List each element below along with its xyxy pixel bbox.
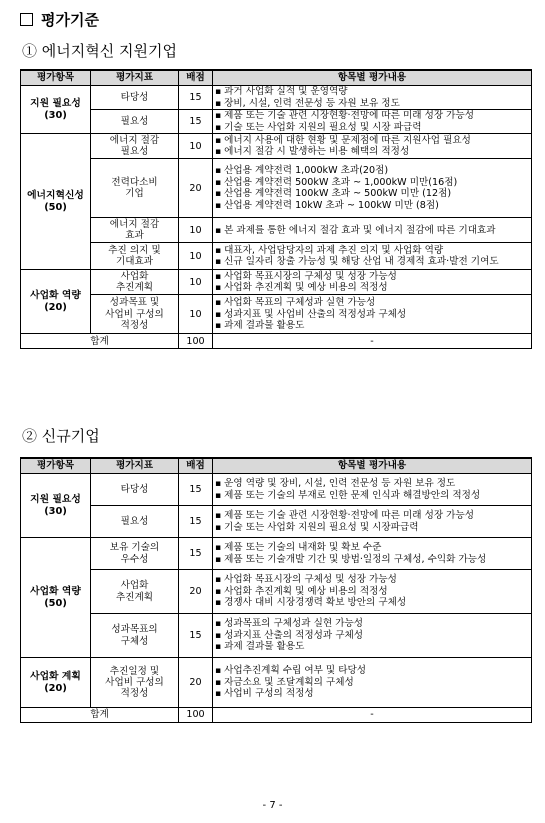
table-row [21, 243, 532, 270]
category-score: (50) [44, 201, 67, 213]
content-item: ▪ 본 과제를 통한 에너지 절감 효과 및 에너지 절감에 따른 기대효과 [215, 225, 529, 237]
category-score: (20) [44, 682, 67, 694]
content-cell [213, 110, 532, 134]
column-header: 배점 [179, 458, 213, 474]
content-item: ▪ 제품 또는 기술 관련 시장현황·전망에 따른 미래 성장 가능성 [215, 110, 529, 122]
indicator-cell: 성과목표의 구체성 [91, 614, 179, 658]
total-points: 100 [179, 334, 213, 349]
content-cell [213, 614, 532, 658]
total-note: - [213, 708, 532, 723]
header-row [21, 70, 532, 86]
content-item: ▪ 사업화 목표시장의 구체성 및 성장 가능성 [215, 574, 529, 586]
category-name: 에너지혁신성 [27, 190, 84, 202]
column-header: 평가지표 [91, 458, 179, 474]
column-header: 평가지표 [91, 70, 179, 86]
points-cell: 15 [179, 506, 213, 538]
content-item: ▪ 제품 또는 기술의 내재화 및 확보 수준 [215, 542, 529, 554]
indicator-cell: 필요성 [91, 110, 179, 134]
content-item: ▪ 신규 일자리 창출 가능성 및 해당 산업 내 경제적 효과·발전 기여도 [215, 256, 529, 268]
points-cell: 10 [179, 295, 213, 334]
column-header: 평가항목 [21, 70, 91, 86]
content-item: ▪ 기술 또는 사업화 지원의 필요성 및 시장파급력 [215, 522, 529, 534]
total-row [21, 708, 532, 723]
content-item: ▪ 사업추진계획 수립 여부 및 타당성 [215, 665, 529, 677]
table-row [21, 570, 532, 614]
category-cell [21, 538, 91, 658]
column-header: 항목별 평가내용 [213, 458, 532, 474]
content-item: ▪ 기술 또는 사업화 지원의 필요성 및 시장 파급력 [215, 122, 529, 134]
content-item: ▪ 사업화 목표의 구체성과 실현 가능성 [215, 297, 529, 309]
table-row [21, 218, 532, 243]
points-cell: 10 [179, 243, 213, 270]
points-cell: 20 [179, 658, 213, 708]
category-name: 지원 필요성 [30, 98, 81, 110]
content-cell [213, 86, 532, 110]
content-item: ▪ 사업비 구성의 적정성 [215, 688, 529, 700]
content-cell [213, 270, 532, 295]
content-item: ▪ 장비, 시설, 인력 전문성 등 자원 보유 정도 [215, 98, 529, 110]
content-item: ▪ 과거 사업화 실적 및 운영역량 [215, 86, 529, 98]
table-row [21, 295, 532, 334]
points-cell: 15 [179, 86, 213, 110]
total-label: 합계 [21, 334, 179, 349]
category-cell [21, 86, 91, 134]
content-item: ▪ 산업용 계약전력 500kW 초과 ~ 1,000kW 미만(16점) [215, 177, 529, 189]
points-cell: 15 [179, 474, 213, 506]
indicator-cell: 타당성 [91, 474, 179, 506]
checkbox-square-icon [20, 13, 33, 26]
indicator-cell: 성과목표 및 사업비 구성의 적정성 [91, 295, 179, 334]
points-cell: 10 [179, 270, 213, 295]
content-cell [213, 658, 532, 708]
indicator-cell: 보유 기술의 우수성 [91, 538, 179, 570]
category-cell [21, 658, 91, 708]
content-item: ▪ 사업화 목표시장의 구체성 및 성장 가능성 [215, 271, 529, 283]
content-item: ▪ 산업용 계약전력 100kW 초과 ~ 500kW 미만 (12점) [215, 188, 529, 200]
category-cell [21, 474, 91, 538]
content-cell [213, 218, 532, 243]
content-cell [213, 538, 532, 570]
category-score: (30) [44, 109, 67, 121]
total-points: 100 [179, 708, 213, 723]
category-score: (50) [44, 597, 67, 609]
content-item: ▪ 성과지표 및 사업비 산출의 적정성과 구체성 [215, 309, 529, 321]
content-item: ▪ 운영 역량 및 장비, 시설, 인력 전문성 등 자원 보유 정도 [215, 478, 529, 490]
points-cell: 10 [179, 218, 213, 243]
indicator-cell: 사업화 추진계획 [91, 270, 179, 295]
column-header: 항목별 평가내용 [213, 70, 532, 86]
table-row [21, 474, 532, 506]
section1-title: ① 에너지혁신 지원기업 [22, 42, 177, 60]
content-cell [213, 134, 532, 159]
content-item: ▪ 대표자, 사업담당자의 과제 추진 의지 및 사업화 역량 [215, 245, 529, 257]
content-item: ▪ 제품 또는 기술개발 기간 및 방법·일정의 구체성, 수익화 가능성 [215, 554, 529, 566]
content-item: ▪ 성과목표의 구체성과 실현 가능성 [215, 618, 529, 630]
points-cell: 20 [179, 570, 213, 614]
points-cell: 20 [179, 159, 213, 218]
content-item: ▪ 과제 결과물 활용도 [215, 320, 529, 332]
indicator-cell: 에너지 절감 효과 [91, 218, 179, 243]
content-item: ▪ 산업용 계약전력 10kW 초과 ~ 100kW 미만 (8점) [215, 200, 529, 212]
content-item: ▪ 에너지 사용에 대한 현황 및 문제점에 따른 지원사업 필요성 [215, 135, 529, 147]
indicator-cell: 전력다소비 기업 [91, 159, 179, 218]
category-name: 사업화 계획 [30, 670, 81, 682]
content-item: ▪ 과제 결과물 활용도 [215, 641, 529, 653]
page-heading: 평가기준 [20, 9, 99, 30]
content-cell [213, 474, 532, 506]
table-row [21, 86, 532, 110]
content-item: ▪ 성과지표 산출의 적정성과 구체성 [215, 630, 529, 642]
category-name: 사업화 역량 [30, 585, 81, 597]
points-cell: 15 [179, 538, 213, 570]
content-cell [213, 570, 532, 614]
content-cell [213, 506, 532, 538]
content-item: ▪ 경쟁사 대비 시장경쟁력 확보 방안의 구체성 [215, 597, 529, 609]
category-name: 지원 필요성 [30, 493, 81, 505]
category-cell [21, 134, 91, 270]
content-item: ▪ 자금소요 및 조달계획의 구체성 [215, 677, 529, 689]
section1-table [20, 69, 532, 349]
table-row [21, 110, 532, 134]
page-number: - 7 - [262, 800, 283, 811]
content-item: ▪ 에너지 절감 시 발생하는 비용 혜택의 적정성 [215, 146, 529, 158]
table-row [21, 159, 532, 218]
section2-title: ② 신규기업 [22, 427, 100, 445]
table-row [21, 506, 532, 538]
column-header: 배점 [179, 70, 213, 86]
points-cell: 10 [179, 134, 213, 159]
content-item: ▪ 제품 또는 기술 관련 시장현황·전망에 따른 미래 성장 가능성 [215, 510, 529, 522]
indicator-cell: 필요성 [91, 506, 179, 538]
total-row [21, 334, 532, 349]
category-score: (30) [44, 505, 67, 517]
table-row [21, 270, 532, 295]
category-name: 사업화 역량 [30, 290, 81, 302]
indicator-cell: 타당성 [91, 86, 179, 110]
indicator-cell: 사업화 추진계획 [91, 570, 179, 614]
points-cell: 15 [179, 110, 213, 134]
content-cell [213, 243, 532, 270]
content-item: ▪ 사업화 추진계획 및 예상 비용의 적정성 [215, 586, 529, 598]
total-note: - [213, 334, 532, 349]
content-cell [213, 159, 532, 218]
content-item: ▪ 사업화 추진계획 및 예상 비용의 적정성 [215, 282, 529, 294]
content-cell [213, 295, 532, 334]
total-label: 합계 [21, 708, 179, 723]
category-score: (20) [44, 301, 67, 313]
indicator-cell: 에너지 절감 필요성 [91, 134, 179, 159]
indicator-cell: 추진일정 및 사업비 구성의 적정성 [91, 658, 179, 708]
table-row [21, 658, 532, 708]
category-cell [21, 270, 91, 334]
indicator-cell: 추진 의지 및 기대효과 [91, 243, 179, 270]
header-row [21, 458, 532, 474]
table-row [21, 614, 532, 658]
content-item: ▪ 산업용 계약전력 1,000kW 초과(20점) [215, 165, 529, 177]
section2-table [20, 457, 532, 723]
column-header: 평가항목 [21, 458, 91, 474]
table-row [21, 134, 532, 159]
content-item: ▪ 제품 또는 기술의 부재로 인한 문제 인식과 해결방안의 적정성 [215, 490, 529, 502]
points-cell: 15 [179, 614, 213, 658]
table-row [21, 538, 532, 570]
